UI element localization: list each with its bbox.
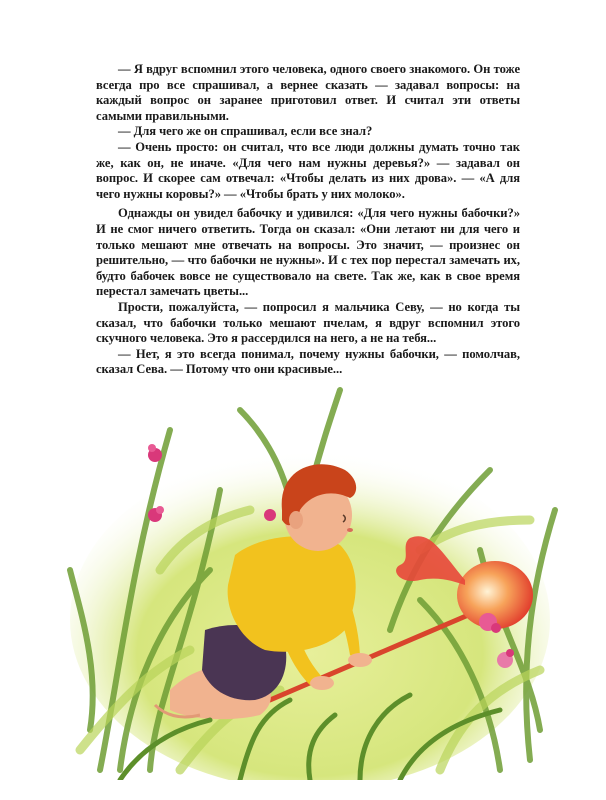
flower [264, 509, 276, 521]
paragraph: — Я вдруг вспомнил этого человека, одного своего знакомого. Он тоже всегда про все спрашивал, а вернее сказать — задавал вопросы: на каждый вопрос он заранее приготовил ответ. И считал эти ответы самыми правильными. [96, 62, 520, 123]
paragraph: — Очень просто: он считал, что все люди должны думать точно так же, как он, не иначе. «Для чего нам нужны деревья?» — задавал он вопрос. И скорее сам отвечал: «Чтобы делать из них дрова». — «А для чего нужны коровы?» — «Чтобы брать у них молоко». [96, 139, 520, 201]
flower [148, 444, 162, 462]
paragraph: Прости, пожалуйста, — попросил я мальчика Севу, — но когда ты сказал, что бабочки только мешают пчелам, я вдруг вспомнил этого скучного человека. Это я рассердился на него, а не на тебя... [96, 299, 520, 346]
boy-hand [348, 653, 372, 667]
paragraph: Однажды он увидел бабочку и удивился: «Для чего нужны бабочки?» И не смог ничего ответить. Тогда он сказал: «Они летают ни для чего и только мешают мне отвечать на вопросы. Это значит, — произнес он решительно, — что бабочки не нужны». И с тех пор перестал замечать их, будто бабочек вовсе не существовало на свете. Так же, как в свое время перестал замечать цветы... [96, 206, 520, 299]
illustration-boy-with-net [60, 370, 560, 780]
paragraph: — Для чего же он спрашивал, если все знал? [118, 124, 373, 139]
boy-hand [310, 676, 334, 690]
story-text [96, 62, 520, 378]
paragraph: — Нет, я это всегда понимал, почему нужны бабочки, — помолчав, сказал Сева. — Потому что они красивые... [96, 346, 520, 377]
illustration-svg [60, 370, 560, 780]
